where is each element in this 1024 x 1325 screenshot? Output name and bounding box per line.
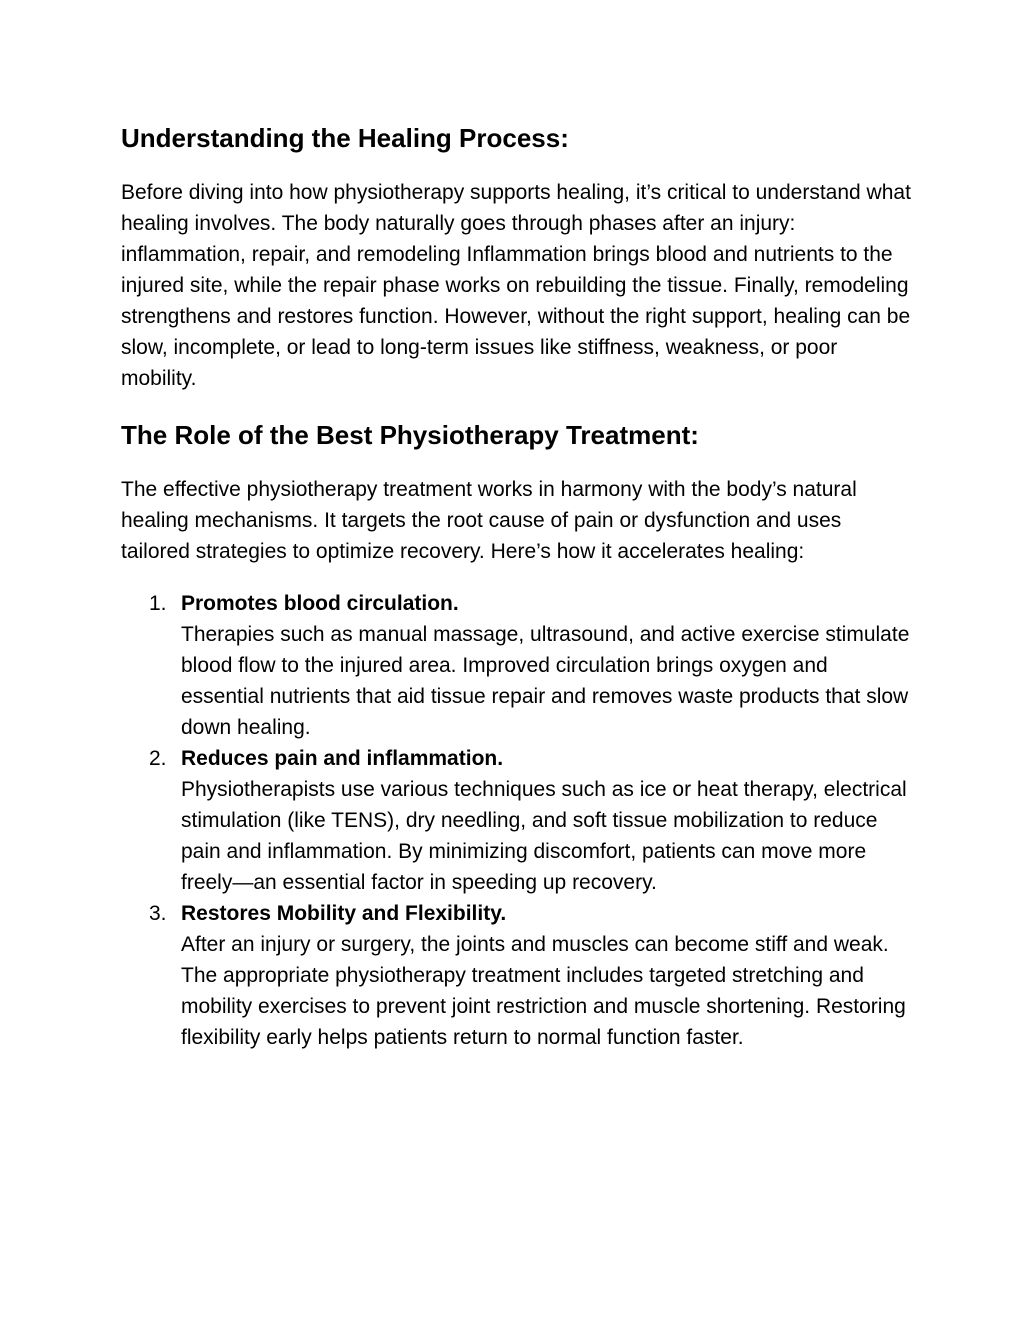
section-heading-healing-process: Understanding the Healing Process:	[121, 123, 569, 153]
list-item	[121, 588, 911, 743]
list-item-number: 2.	[149, 747, 167, 770]
list-item-title: Restores Mobility and Flexibility.	[181, 902, 507, 925]
list-item	[121, 743, 911, 898]
list-item-title: Promotes blood circulation.	[181, 592, 459, 615]
list-item-body: Physiotherapists use various techniques such as ice or heat therapy, electrical stimulation (like TENS), dry needling, and soft tissue mobilization to reduce pain and inflammation. By minimizing discomfort, patients can move more freely—an essential factor in speeding up recovery.	[181, 778, 907, 894]
list-item-number: 3.	[149, 902, 167, 925]
list-item-body: Therapies such as manual massage, ultrasound, and active exercise stimulate blood flow to the injured area. Improved circulation brings oxygen and essential nutrients that aid tissue repair and removes waste products that slow down healing.	[181, 623, 910, 739]
list-item-body: After an injury or surgery, the joints and muscles can become stiff and weak. The appropriate physiotherapy treatment includes targeted stretching and mobility exercises to prevent joint restriction and muscle shortening. Restoring flexibility early helps patients return to normal function faster.	[181, 933, 906, 1049]
section-paragraph-healing-process: Before diving into how physiotherapy supports healing, it’s critical to understand what healing involves. The body naturally goes through phases after an injury: inflammation, repair, and remodeling Inflammation brings blood and nutrients to the injured site, while the repair phase works on rebuilding the tissue. Finally, remodeling strengthens and restores function. However, without the right support, healing can be slow, incomplete, or lead to long-term issues like stiffness, weakness, or poor mobility.	[121, 181, 911, 390]
list-item-number: 1.	[149, 592, 167, 615]
list-item-title: Reduces pain and inflammation.	[181, 747, 504, 770]
list-item	[121, 898, 911, 1053]
benefits-list	[121, 588, 911, 1053]
section-heading-physiotherapy-role: The Role of the Best Physiotherapy Treatment:	[121, 420, 699, 450]
section-paragraph-physiotherapy-role: The effective physiotherapy treatment works in harmony with the body’s natural healing mechanisms. It targets the root cause of pain or dysfunction and uses tailored strategies to optimize recovery. Here’s how it accelerates healing:	[121, 478, 857, 563]
document-page	[121, 118, 911, 1053]
